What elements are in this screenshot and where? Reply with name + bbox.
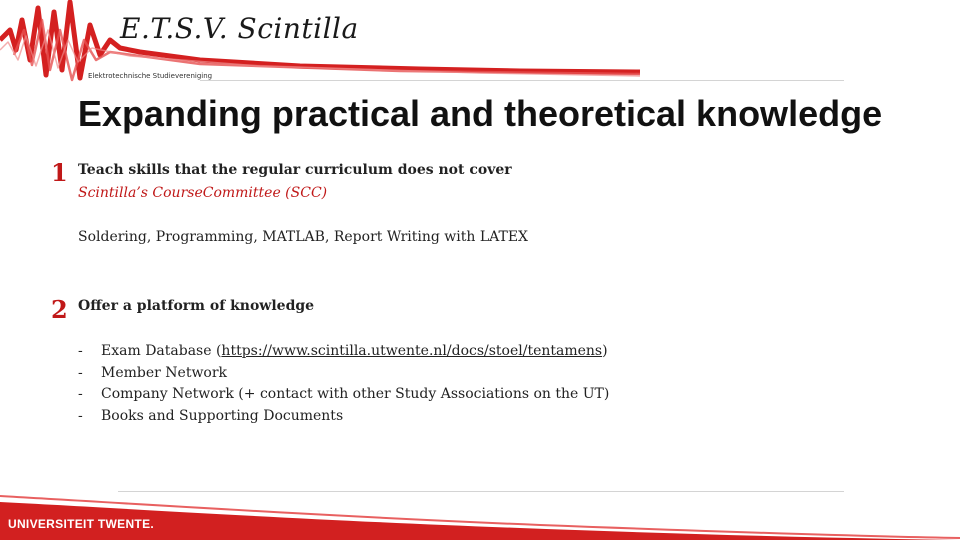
point1-heading: Teach skills that the regular curriculum does not cover [78,162,512,178]
point2-heading: Offer a platform of knowledge [78,298,315,314]
list-item-member-network [78,363,609,385]
university-twente-logo: UNIVERSITEIT TWENTE. [8,517,155,531]
list-item-company-network [78,384,609,406]
list-item-text: Company Network (+ contact with other Study Associations on the UT) [101,386,610,402]
list-item-text: Exam Database ( [101,343,222,359]
footer-divider [118,491,844,492]
list-item-text: Books and Supporting Documents [101,407,344,424]
scintilla-logo [0,0,960,90]
logo-subtitle: Elektrotechnische Studievereniging [88,72,213,80]
list-item-books [78,406,609,428]
list-item-text-end: ) [602,343,608,359]
exam-database-link[interactable]: https://www.scintilla.utwente.nl/docs/stoel/tentamens [221,343,603,359]
list-dash: - [78,364,83,381]
list-item-text: Member Network [101,364,228,381]
point-number-1: 1 [51,158,68,187]
list-dash: - [78,407,83,424]
list-dash: - [78,343,83,359]
point1-subheading: Scintilla’s CourseCommittee (SCC) [78,185,328,201]
list-item-exam-database [78,341,609,363]
logo-title: E.T.S.V. Scintilla [120,12,359,45]
list-dash: - [78,386,83,402]
point2-list [78,341,609,427]
point-number-2: 2 [51,295,68,324]
slide-title: Expanding practical and theoretical knowledge [77,93,883,134]
header-divider [200,80,844,81]
point1-detail: Soldering, Programming, MATLAB, Report Writing with LATEX [78,229,529,245]
